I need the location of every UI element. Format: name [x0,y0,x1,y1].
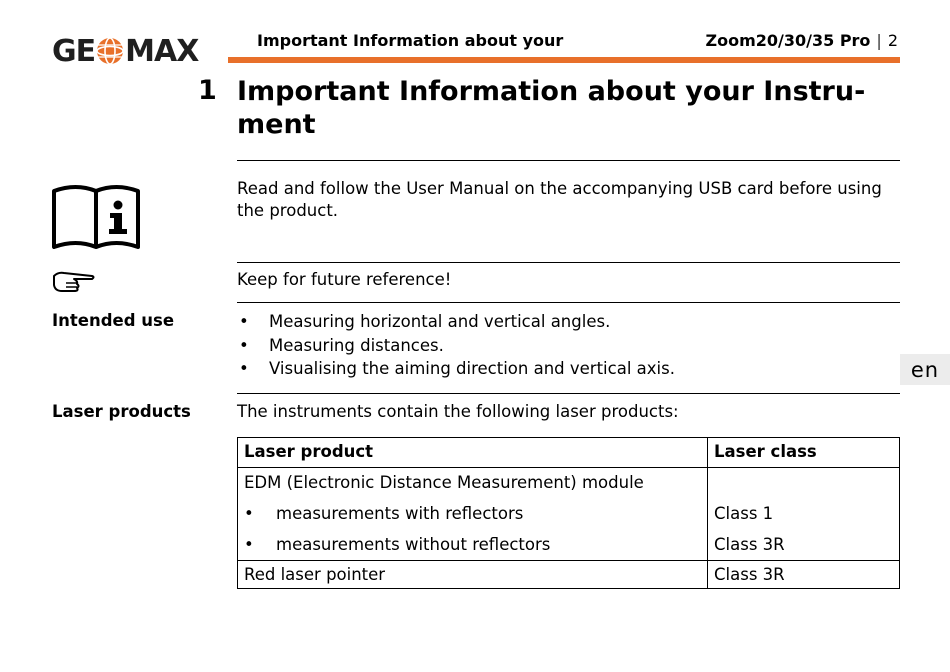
keep-notice-text: Keep for future reference! [237,270,452,289]
edm-title: EDM (Electronic Distance Measurement) module [244,473,644,492]
header-separator: | [876,31,882,50]
divider [237,262,900,263]
laser-products-label: Laser products [52,402,191,421]
laser-class-value: Class 3R [714,535,785,554]
intended-use-list [237,310,877,381]
page-number: 2 [887,31,898,50]
manual-notice-text: Read and follow the User Manual on the accompanying USB card before using the product. [237,179,882,220]
info-manual-icon [52,183,140,249]
model-name: Zoom20/30/35 Pro [705,31,871,50]
laser-products-table [237,437,900,589]
chapter-number: 1 [198,75,217,106]
table-row [238,468,900,561]
laser-products-intro: The instruments contain the following laser products: [237,402,679,421]
geomax-logo [52,34,198,68]
table-cell [238,468,708,561]
list-item: • Measuring distances. [239,335,444,355]
header-accent-rule [228,57,900,63]
list-item: • measurements without reflectors [244,535,551,554]
table-cell: Red laser pointer [238,561,708,589]
pointing-hand-icon [52,270,96,294]
table-cell [708,468,900,561]
column-header-product: Laser product [238,438,708,468]
logo-text-left: GE [52,33,96,69]
list-item: • Measuring horizontal and vertical angles. [239,312,611,331]
list-item: • Visualising the aiming direction and vertical axis. [239,359,675,378]
divider [237,393,900,394]
chapter-title: Important Information about your Instru-ment [237,76,866,140]
column-header-class: Laser class [708,438,900,468]
laser-class-value: Class 1 [714,504,774,523]
running-header-title: Important Information about your [257,31,564,50]
divider [237,302,900,303]
table-header-row [238,438,900,468]
laser-class-value: Class 3R [708,561,900,589]
table-row [238,561,900,589]
globe-icon [96,37,124,65]
divider [237,160,900,161]
running-header-model [706,31,899,50]
language-tab[interactable]: en [900,354,950,385]
intended-use-label: Intended use [52,311,175,330]
logo-text-right: MAX [125,33,199,69]
list-item: • measurements with reflectors [244,504,524,523]
